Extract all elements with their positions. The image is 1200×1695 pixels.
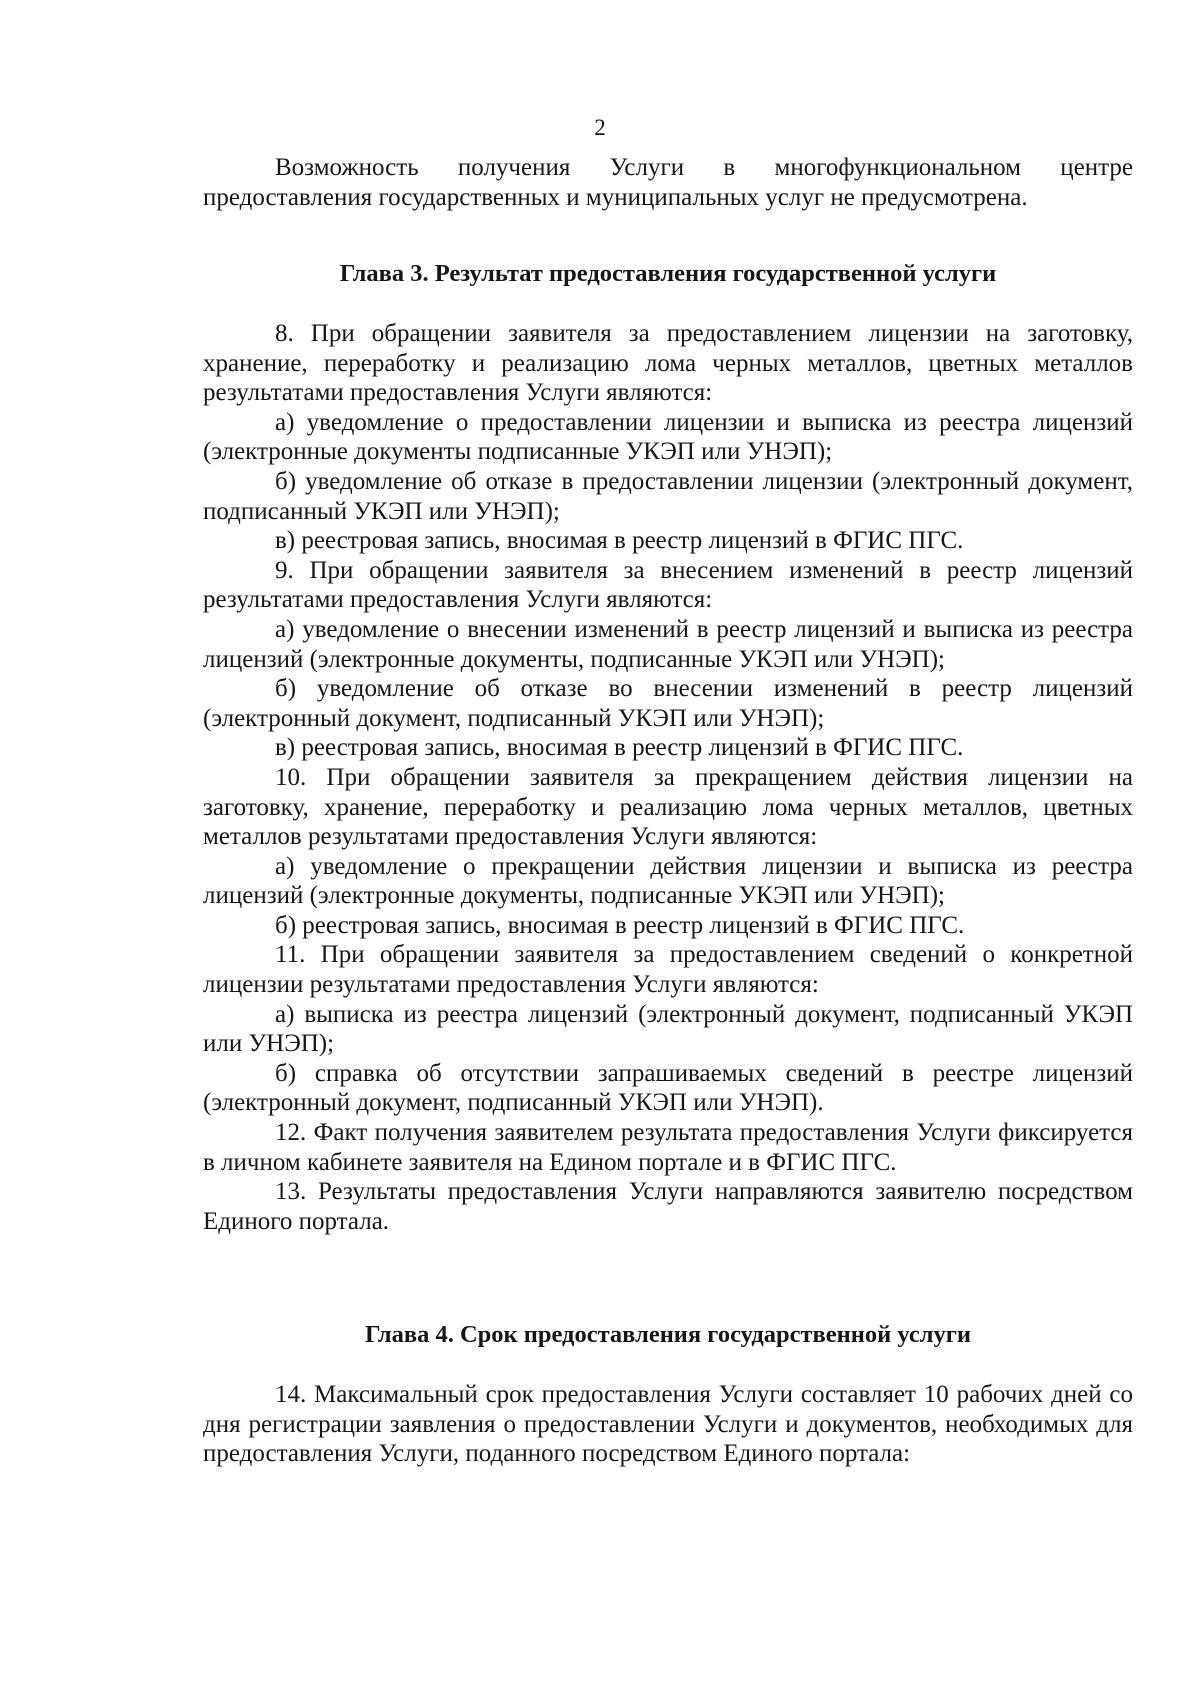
paragraph-10b: б) реестровая запись, вносимая в реестр лицензий в ФГИС ПГС. <box>275 911 965 939</box>
paragraph-12: 12. Факт получения заявителем результата предоставления Услуги фиксируется в личном кабинете заявителя на Едином портале и в ФГИС ПГС. <box>203 1119 1133 1176</box>
paragraph-10: 10. При обращении заявителя за прекращением действия лицензии на заготовку, хранение, переработку и реализацию лома черных металлов, цветных металлов результатами предоставления Услуги являются: <box>203 763 1133 851</box>
paragraph-14: 14. Максимальный срок предоставления Услуги составляет 10 рабочих дней со дня регистрации заявления о предоставлении Услуги и документов, необходимых для предоставления Услуги, поданного посредством Единого портала: <box>203 1381 1133 1468</box>
intro-paragraph: Возможность получения Услуги в многофункциональном центре предоставления государственных и муниципальных услуг не предусмотрена. <box>203 154 1133 211</box>
chapter-3-body <box>203 319 1133 1236</box>
paragraph-10a: а) уведомление о прекращении действия лицензии и выписка из реестра лицензий (электронные документы, подписанные УКЭП или УНЭП); <box>203 852 1133 910</box>
chapter-4-body <box>203 1380 1133 1469</box>
page-number: 2 <box>594 115 606 140</box>
intro-section <box>203 153 1133 212</box>
paragraph-13: 13. Результаты предоставления Услуги направляются заявителю посредством Единого портала. <box>203 1178 1133 1235</box>
paragraph-8b: б) уведомление об отказе в предоставлении лицензии (электронный документ, подписанный УКЭП или УНЭП); <box>203 467 1133 525</box>
chapter-4-heading: Глава 4. Срок предоставления государственной услуги <box>365 1321 971 1348</box>
paragraph-11a: а) выписка из реестра лицензий (электронный документ, подписанный УКЭП или УНЭП); <box>203 1000 1133 1058</box>
paragraph-11b: б) справка об отсутствии запрашиваемых сведений в реестре лицензий (электронный документ, подписанный УКЭП или УНЭП). <box>203 1059 1133 1117</box>
paragraph-11: 11. При обращении заявителя за предоставлением сведений о конкретной лицензии результатами предоставления Услуги являются: <box>203 941 1133 999</box>
paragraph-9c: в) реестровая запись, вносимая в реестр лицензий в ФГИС ПГС. <box>275 734 964 762</box>
paragraph-8c: в) реестровая запись, вносимая в реестр лицензий в ФГИС ПГС. <box>275 527 964 555</box>
paragraph-9a: а) уведомление о внесении изменений в реестр лицензий и выписка из реестра лицензий (электронные документы, подписанные УКЭП или УНЭП); <box>203 615 1133 673</box>
chapter-3-heading: Глава 3. Результат предоставления государственной услуги <box>339 260 997 287</box>
paragraph-8a: а) уведомление о предоставлении лицензии и выписка из реестра лицензий (электронные документы подписанные УКЭП или УНЭП); <box>203 408 1133 466</box>
paragraph-9b: б) уведомление об отказе во внесении изменений в реестр лицензий (электронный документ, подписанный УКЭП или УНЭП); <box>203 675 1133 732</box>
paragraph-8: 8. При обращении заявителя за предоставлением лицензии на заготовку, хранение, переработку и реализацию лома черных металлов, цветных металлов результатами предоставления Услуги являются: <box>203 320 1133 407</box>
paragraph-9: 9. При обращении заявителя за внесением изменений в реестр лицензий результатами предоставления Услуги являются: <box>203 556 1133 614</box>
